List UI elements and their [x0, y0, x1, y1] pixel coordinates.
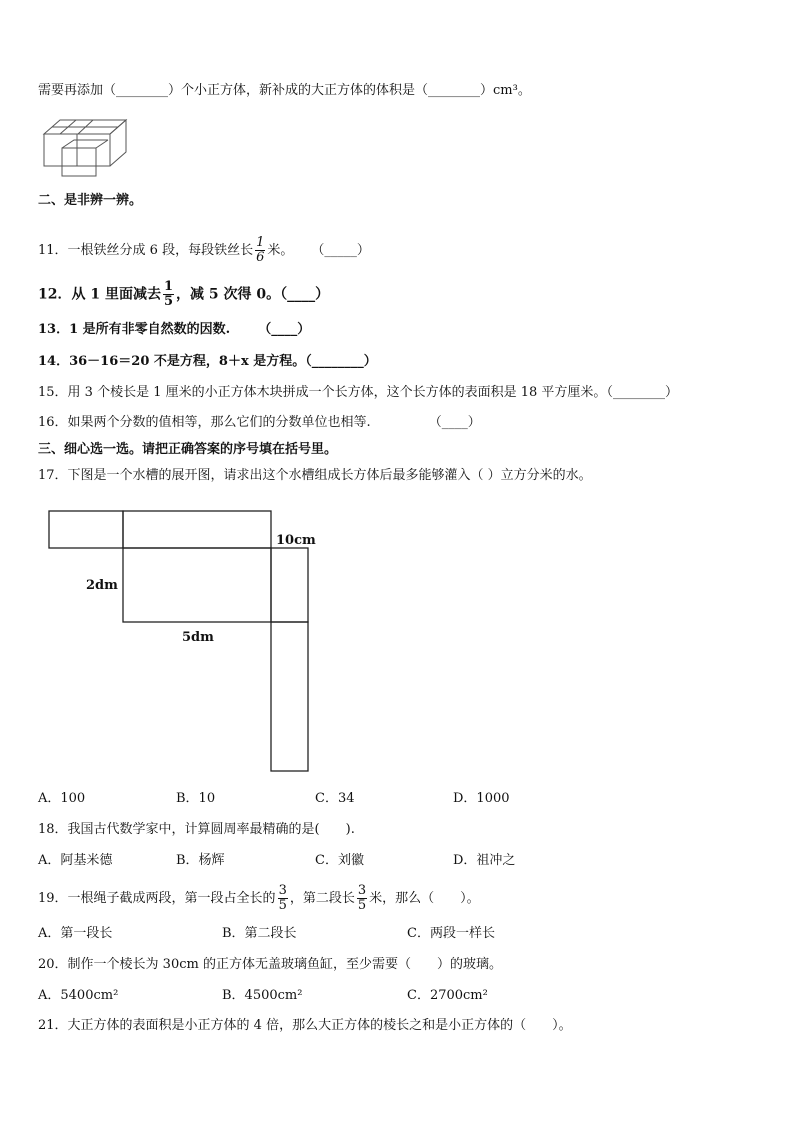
q17-number: 17． — [38, 468, 68, 483]
q21-number: 21． — [38, 1018, 68, 1033]
q14-text: 36－16＝20 不是方程，8＋x 是方程。 — [69, 354, 306, 369]
q19-option-a[interactable]: A．第一段长 — [38, 926, 113, 941]
q17-text: 下图是一个水槽的展开图，请求出这个水槽组成长方体后最多能够灌入（ ）立方分米的水。 — [67, 468, 592, 483]
net-top-left-strip — [49, 511, 123, 548]
question-17 — [38, 466, 592, 486]
q12-text: 从 1 里面减去 — [71, 286, 161, 303]
q11-tail: 米。 — [267, 243, 294, 258]
q17-option-c[interactable]: C．34 — [315, 791, 355, 806]
q19-text-1: 一根绳子截成两段，第一段占全长的 — [67, 891, 276, 906]
label-5dm: 5dm — [182, 630, 214, 645]
question-19 — [38, 884, 480, 913]
net-top-strip — [123, 511, 271, 548]
q19-fraction-1 — [278, 884, 288, 913]
intro-line — [38, 81, 531, 101]
label-10cm: 10cm — [276, 533, 316, 548]
q16-answer-blank[interactable]: （____） — [428, 415, 481, 430]
question-11 — [38, 236, 370, 265]
q12-number: 12． — [38, 286, 72, 303]
q16-text: 如果两个分数的值相等，那么它们的分数单位也相等. — [67, 415, 371, 430]
q18-option-c[interactable]: C．刘徽 — [315, 853, 364, 868]
q19-number: 19． — [38, 891, 68, 906]
label-2dm: 2dm — [86, 578, 118, 593]
question-20 — [38, 955, 502, 975]
q11-frac-num: 1 — [256, 235, 265, 250]
q20-option-a[interactable]: A．5400cm² — [38, 988, 119, 1003]
q11-fraction — [255, 236, 265, 265]
question-12 — [38, 280, 329, 309]
intro-text-3: ）cm³。 — [480, 83, 531, 98]
q12-answer-blank[interactable]: （____） — [280, 286, 330, 303]
question-16 — [38, 413, 481, 433]
q11-number: 11． — [38, 243, 68, 258]
q14-number: 14． — [38, 354, 70, 369]
q19-fraction-2 — [357, 884, 367, 913]
question-18 — [38, 820, 355, 840]
q11-text: 一根铁丝分成 6 段，每段铁丝长 — [67, 243, 254, 258]
q13-text: 1 是所有非零自然数的因数. — [69, 322, 231, 337]
q19-frac1-den: 5 — [278, 898, 287, 913]
intro-text-1: 需要再添加（ — [38, 83, 117, 98]
q14-answer-blank[interactable]: （________） — [305, 354, 377, 369]
q18-option-b[interactable]: B．杨辉 — [176, 853, 225, 868]
q20-option-c[interactable]: C．2700cm² — [407, 988, 488, 1003]
intro-blank-1[interactable]: ________ — [116, 83, 169, 98]
q20-text: 制作一个棱长为 30cm 的正方体无盖玻璃鱼缸，至少需要（ ）的玻璃。 — [67, 957, 502, 972]
intro-text-2: ）个小正方体，新补成的大正方体的体积是（ — [168, 83, 429, 98]
q13-number: 13． — [38, 322, 70, 337]
q17-option-a[interactable]: A．100 — [38, 791, 86, 806]
net-lower-strip — [271, 622, 308, 771]
net-right-side — [271, 548, 308, 622]
q19-frac1-num: 3 — [278, 883, 287, 898]
q15-number: 15． — [38, 385, 68, 400]
intro-blank-2[interactable]: ________ — [428, 83, 481, 98]
question-15 — [38, 383, 678, 403]
q15-answer-blank[interactable]: （________） — [606, 385, 678, 400]
q18-option-a[interactable]: A．阿基米德 — [38, 853, 113, 868]
question-21 — [38, 1016, 572, 1036]
q18-number: 18． — [38, 822, 68, 837]
q11-answer-blank[interactable]: （_____） — [311, 243, 370, 258]
q13-answer-blank[interactable]: （____） — [258, 322, 311, 337]
q20-option-b[interactable]: B．4500cm² — [222, 988, 303, 1003]
q19-option-b[interactable]: B．第二段长 — [222, 926, 297, 941]
q18-text: 我国古代数学家中，计算圆周率最精确的是( ). — [67, 822, 355, 837]
q12-frac-den: 5 — [163, 294, 174, 309]
q21-text: 大正方体的表面积是小正方体的 4 倍，那么大正方体的棱长之和是小正方体的（ ）。 — [67, 1018, 572, 1033]
question-14 — [38, 352, 377, 372]
q20-number: 20． — [38, 957, 68, 972]
q17-option-b[interactable]: B．10 — [176, 791, 216, 806]
q12-frac-num: 1 — [163, 279, 174, 294]
q19-text-2: ，第二段长 — [289, 891, 355, 906]
q18-option-d[interactable]: D．祖冲之 — [453, 853, 516, 868]
q19-option-c[interactable]: C．两段一样长 — [407, 926, 495, 941]
q15-text: 用 3 个棱长是 1 厘米的小正方体木块拼成一个长方体，这个长方体的表面积是 18 平方厘米。 — [67, 385, 607, 400]
cube-figure — [40, 118, 132, 178]
net-base — [123, 548, 271, 622]
q16-number: 16． — [38, 415, 68, 430]
q12-tail: ，减 5 次得 0。 — [176, 286, 281, 303]
q11-frac-den: 6 — [256, 250, 265, 265]
section-3-title: 三、细心选一选。请把正确答案的序号填在括号里。 — [38, 442, 338, 457]
q19-text-3: 米，那么（ ）。 — [369, 891, 480, 906]
question-13 — [38, 320, 310, 340]
q19-frac2-num: 3 — [357, 883, 367, 898]
section-2-title: 二、是非辨一辨。 — [38, 193, 143, 208]
q12-fraction — [163, 280, 174, 309]
tank-net-diagram — [40, 500, 340, 780]
q19-frac2-den: 5 — [357, 898, 367, 913]
q17-option-d[interactable]: D．1000 — [453, 791, 510, 806]
